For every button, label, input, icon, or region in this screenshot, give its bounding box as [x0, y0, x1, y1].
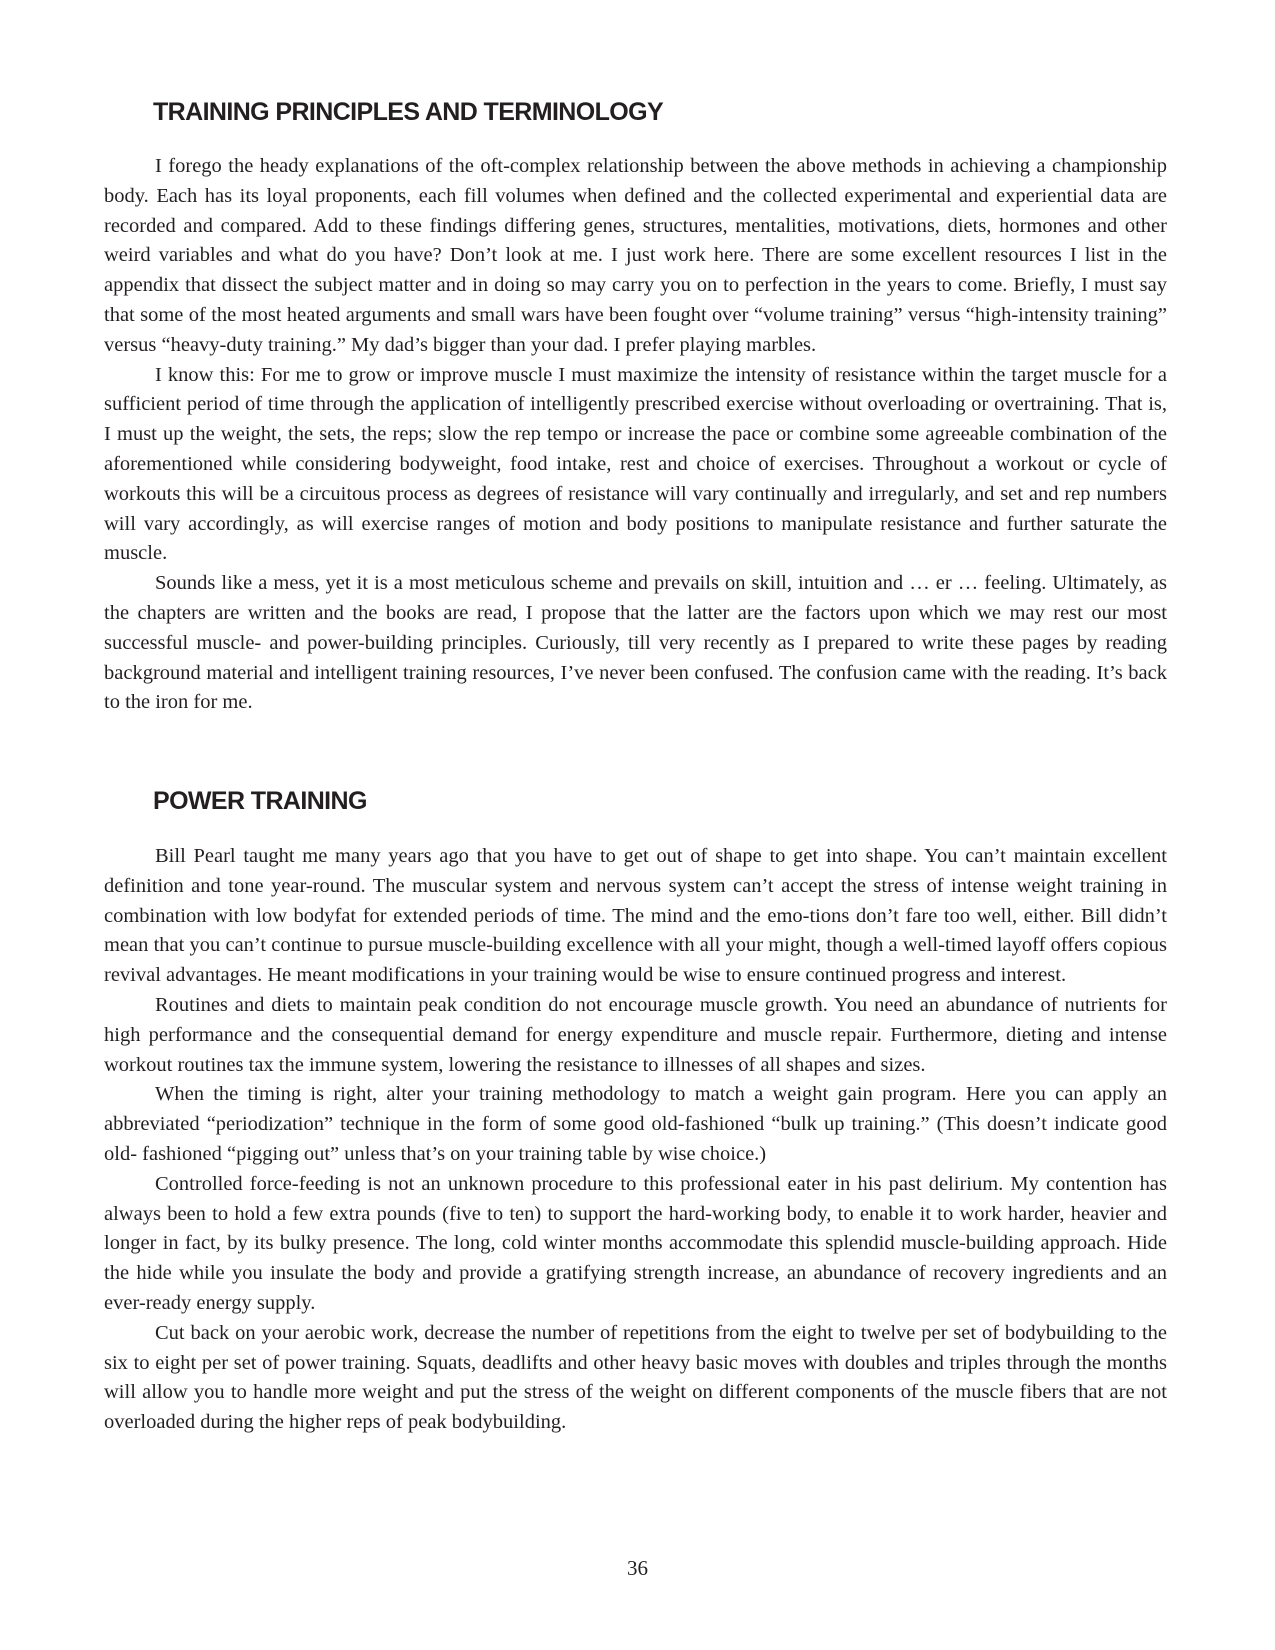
paragraph: I know this: For me to grow or improve muscle I must maximize the intensity of resistance within the target muscle for a sufficient period of time through the application of intelligently prescribed exercise without overloading or overtraining. That is, I must up the weight, the sets, the reps; slow the rep tempo or increase the pace or combine some agreeable combination of the aforementioned while considering bodyweight, food intake, rest and choice of exercises. Throughout a workout or cycle of workouts this will be a circuitous process as degrees of resistance will vary continually and irregularly, and set and rep numbers will vary accordingly, as will exercise ranges of motion and body positions to manipulate resistance and further saturate the muscle.: [104, 363, 1167, 565]
paragraph: Bill Pearl taught me many years ago that you have to get out of shape to get into shape. You can’t maintain excellent definition and tone year-round. The muscular system and nervous system can’t accept the stress of intense weight training in combination with low bodyfat for extended periods of time. The mind and the emo-tions don’t fare too well, either. Bill didn’t mean that you can’t continue to pursue muscle-building excellence with all your might, though a well-timed layoff offers copious revival advantages. He meant modifications in your training would be wise to ensure continued progress and interest.: [104, 845, 1167, 987]
paragraph: Controlled force-feeding is not an unknown procedure to this professional eater in his past delirium. My contention has always been to hold a few extra pounds (five to ten) to support the hard-working body, to enable it to work harder, heavier and longer in fact, by its bulky presence. The long, cold winter months accommodate this splendid muscle-building approach. Hide the hide while you insulate the body and provide a gratifying strength increase, an abundance of recovery ingredients and an ever-ready energy supply.: [104, 1172, 1167, 1314]
section-heading-power-training: POWER TRAINING: [153, 787, 367, 815]
paragraph: When the timing is right, alter your training methodology to match a weight gain program. Here you can apply an abbreviated “periodization” technique in the form of some good old-fashioned “bulk up training.” (This doesn’t indicate good old- fashioned “pigging out” unless that’s on your training table by wise choice.): [104, 1083, 1167, 1165]
section-body-power-training: [104, 842, 1167, 1438]
paragraph: Sounds like a mess, yet it is a most meticulous scheme and prevails on skill, intuition and … er … feeling. Ultimately, as the chapters are written and the books are read, I propose that the latter are the factors upon which we may rest our most successful muscle- and power-building principles. Curiously, till very recently as I prepared to write these pages by reading background material and intelligent training resources, I’ve never been confused. The confusion came with the reading. It’s back to the iron for me.: [104, 572, 1167, 714]
paragraph: I forego the heady explanations of the oft-complex relationship between the above methods in achieving a championship body. Each has its loyal proponents, each fill volumes when defined and the collected experimental and experiential data are recorded and compared. Add to these findings differing genes, structures, mentalities, motivations, diets, hormones and other weird variables and what do you have? Don’t look at me. I just work here. There are some excellent resources I list in the appendix that dissect the subject matter and in doing so may carry you on to perfection in the years to come. Briefly, I must say that some of the most heated arguments and small wars have been fought over “volume training” versus “high-intensity training” versus “heavy-duty training.” My dad’s bigger than your dad. I prefer playing marbles.: [104, 155, 1167, 356]
section-heading-training-principles: TRAINING PRINCIPLES AND TERMINOLOGY: [153, 98, 664, 126]
section-body-training-principles: [104, 152, 1167, 718]
paragraph: Cut back on your aerobic work, decrease the number of repetitions from the eight to twelve per set of bodybuilding to the six to eight per set of power training. Squats, deadlifts and other heavy basic moves with doubles and triples through the months will allow you to handle more weight and put the stress of the weight on different components of the muscle fibers that are not overloaded during the higher reps of peak bodybuilding.: [104, 1321, 1167, 1434]
page-number: 36: [627, 1556, 648, 1580]
paragraph: Routines and diets to maintain peak condition do not encourage muscle growth. You need an abundance of nutrients for high performance and the consequential demand for energy expenditure and muscle repair. Furthermore, dieting and intense workout routines tax the immune system, lowering the resistance to illnesses of all shapes and sizes.: [104, 993, 1167, 1076]
